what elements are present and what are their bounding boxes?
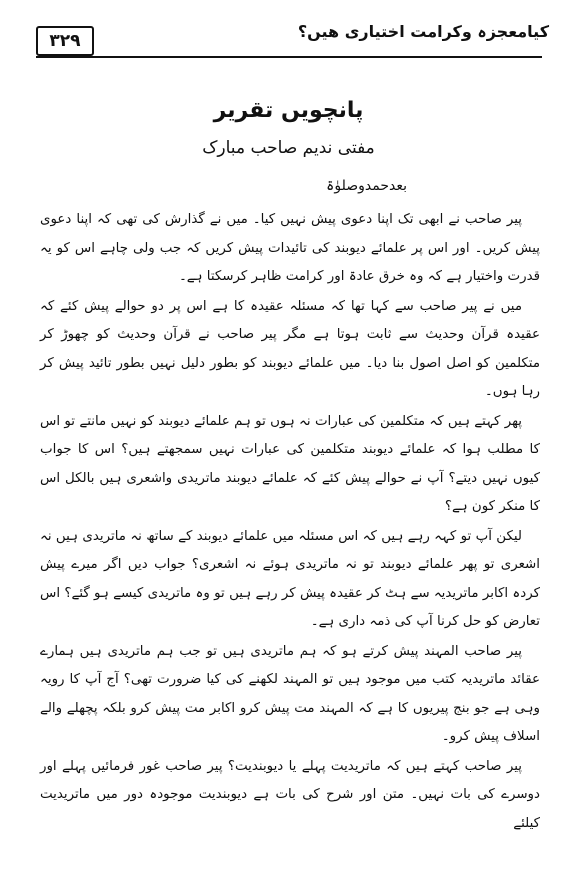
- paragraph: پیر صاحب نے ابھی تک اپنا دعوی پیش نہیں کیا۔ میں نے گذارش کی تھی کہ اپنا دعوی پیش کریں۔ اور اس پر علمائے دیوبند کی تائیدات پیش کریں کہ جب ولی چاہے اس کو یہ قدرت واختیار ہے کہ وہ خرق عادۃ اور کرامت ظاہر کرسکتا ہے۔: [40, 212, 540, 284]
- body-text: [40, 206, 540, 838]
- paragraph: لیکن آپ تو کہہ رہے ہیں کہ اس مسئلہ میں علمائے دیوبند کے ساتھ نہ ماتریدی ہیں نہ اشعری تو پھر علمائے دیوبند تو نہ ماتریدی ہوئے نہ اشعری؟ جواب دیں اگر میرے پیش کردہ اکابر ماتریدیہ سے ہٹ کر عقیدہ پیش کر رہے ہیں تو وہ ماتریدی کیسے ہو گئے؟ اس تعارض کو حل کرنا آپ کی ذمہ داری ہے۔: [40, 528, 540, 629]
- chapter-title: پانچویں تقریر: [213, 98, 364, 123]
- author-name: مفتی ندیم صاحب مبارک: [202, 138, 375, 158]
- paragraph: پھر کہتے ہیں کہ متکلمین کی عبارات نہ ہوں تو ہم علمائے دیوبند کو نہیں مانتے تو اس کا مطلب ہوا کہ علمائے دیوبند متکلمین کی عبارات نہیں سمجھتے ہیں؟ اس کا جواب کیوں نہیں دیتے؟ آپ نے حوالے پیش کئے کہ علمائے دیوبند ماتریدی واشعری ہیں بالکل اس کا منکر کون ہے؟: [40, 413, 540, 514]
- paragraph: پیر صاحب المہند پیش کرتے ہو کہ ہم ماتریدی ہیں تو جب ہم ماتریدی ہیں ہمارے عقائد ماتریدیہ کتب میں موجود ہیں تو المہند لکھنے کی کیا ضرورت تھی؟ آج آپ کا رویہ وہی ہے جو بنج پیریوں کا ہے کہ المہند مت پیش کرو اکابر مت پیش کرو بلکہ پچھلے والے اسلاف پیش کرو۔: [40, 643, 540, 744]
- header-rule: [36, 56, 542, 58]
- paragraph: میں نے پیر صاحب سے کہا تھا کہ مسئلہ عقیدہ کا ہے اس پر دو حوالے پیش کئے کہ عقیدہ قرآن وحدیث سے ثابت ہوتا ہے مگر پیر صاحب نے قرآن وحدیث کو چھوڑ کر متکلمین کو اصل اصول بنا دیا۔ میں علمائے دیوبند کو بطور دلیل نہیں بطور تائید پیش کر رہا ہوں۔: [40, 298, 540, 399]
- running-title: کیامعجزہ وکرامت اختیاری ھیں؟: [297, 22, 549, 41]
- page-number: ۳۲۹: [36, 26, 94, 56]
- paragraph: پیر صاحب کہتے ہیں کہ ماتریدیت پہلے یا دیوبندیت؟ پیر صاحب غور فرمائیں پہلے اور دوسرے کی بات نہیں۔ متن اور شرح کی بات ہے دیوبندیت موجودہ دور میں ماتریدیت کیلئے: [40, 758, 540, 831]
- opening-phrase: بعدحمدوصلوٰۃ: [326, 178, 407, 194]
